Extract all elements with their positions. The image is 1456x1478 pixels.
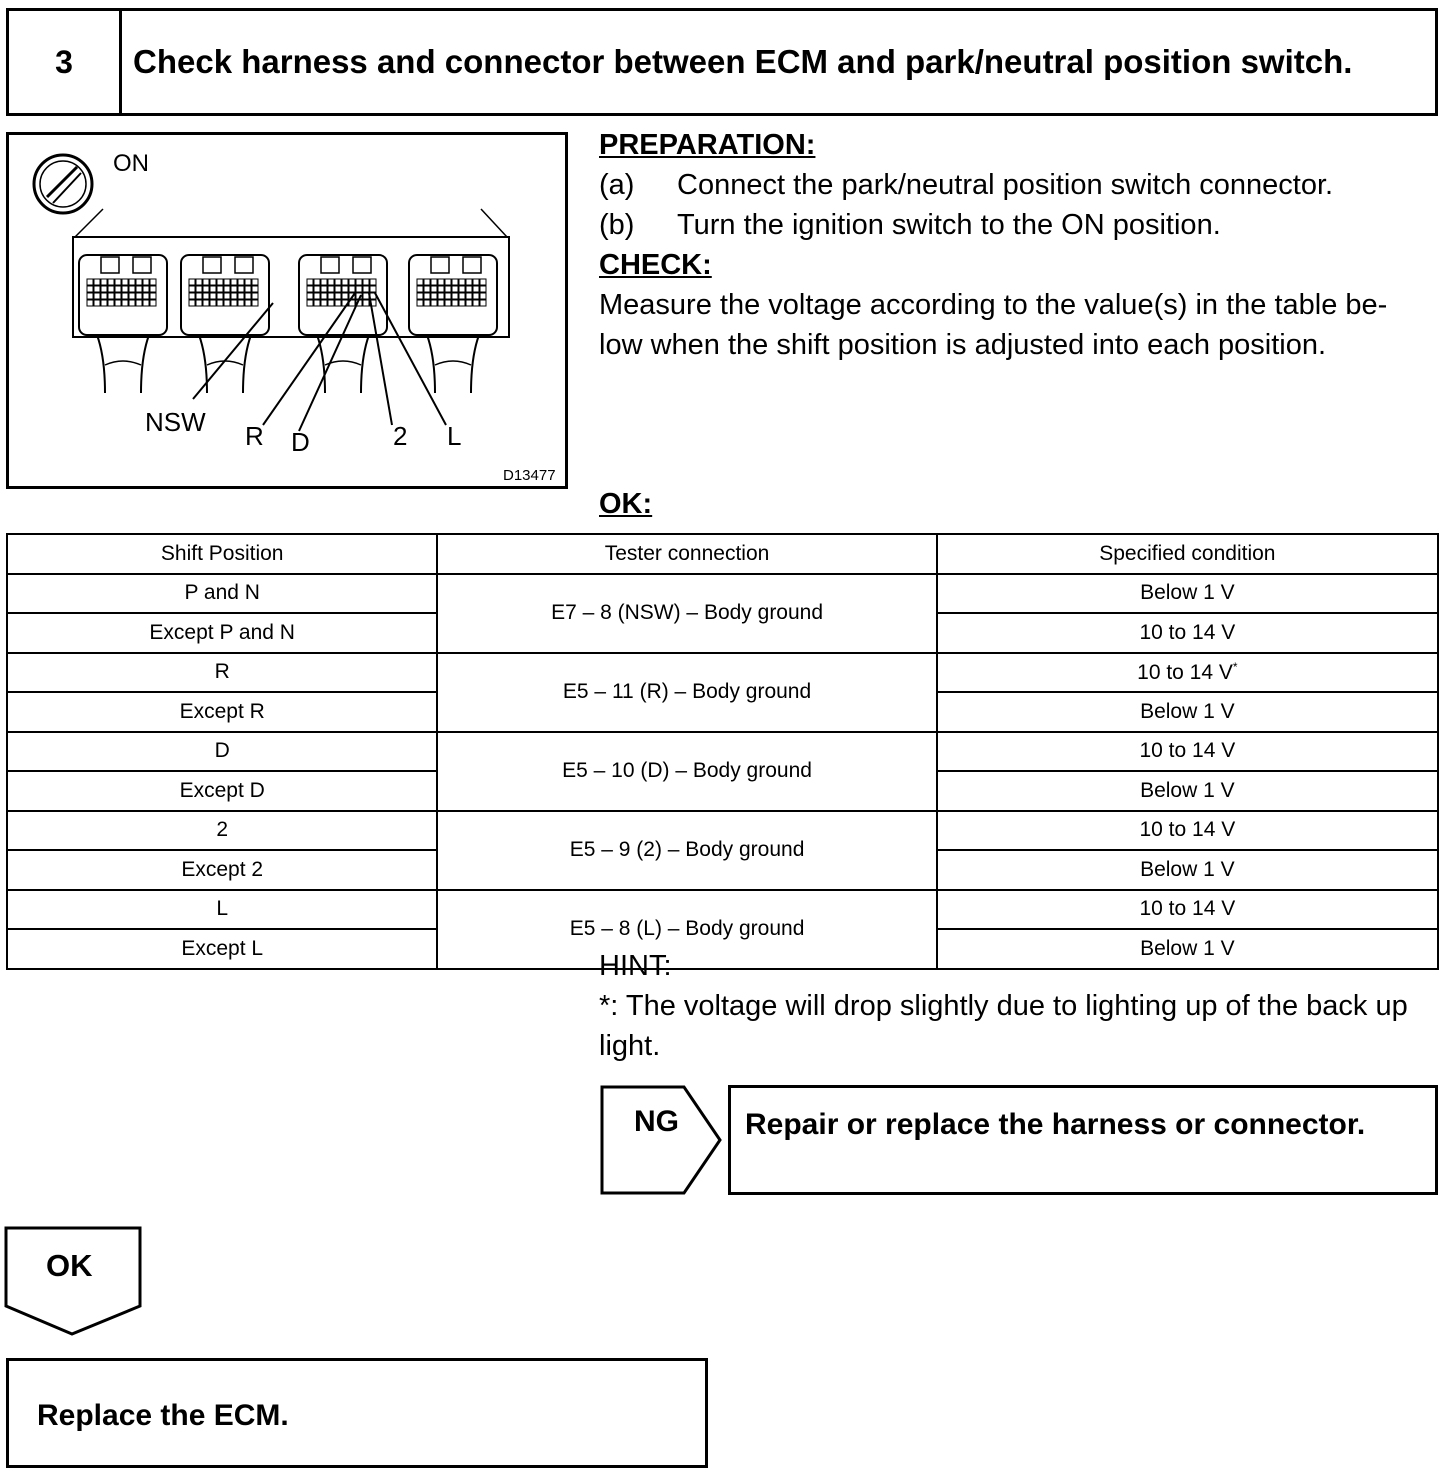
check-heading: CHECK:: [599, 249, 712, 281]
hint-heading: HINT:: [599, 950, 672, 982]
shift-position-cell: Except 2: [7, 850, 437, 890]
column-header: Specified condition: [937, 534, 1438, 574]
shift-position-cell: Except D: [7, 771, 437, 811]
table-header-row: [7, 534, 1438, 574]
table-row: [7, 653, 1438, 693]
tester-connection-cell: E5 – 10 (D) – Body ground: [437, 732, 936, 811]
ok-label: OK: [46, 1248, 93, 1283]
shift-position-cell: P and N: [7, 574, 437, 614]
specified-condition-cell: Below 1 V: [937, 574, 1438, 614]
connector-illustration: [6, 132, 568, 489]
shift-position-cell: R: [7, 653, 437, 693]
shift-position-cell: L: [7, 890, 437, 930]
ng-tag: [600, 1085, 724, 1195]
tester-connection-cell: E5 – 9 (2) – Body ground: [437, 811, 936, 890]
column-header: Shift Position: [7, 534, 437, 574]
table-row: [7, 890, 1438, 930]
tester-connection-cell: E5 – 8 (L) – Body ground: [437, 890, 936, 969]
specified-condition-cell: Below 1 V: [937, 771, 1438, 811]
hint-line-2: light.: [599, 1030, 661, 1062]
specified-condition-cell: Below 1 V: [937, 929, 1438, 969]
shift-position-cell: Except L: [7, 929, 437, 969]
ng-result-box: [728, 1085, 1438, 1195]
step-label: (b): [599, 209, 635, 241]
figure-id: D13477: [503, 467, 556, 484]
specified-condition-cell: Below 1 V: [937, 692, 1438, 732]
ecm-connector: [409, 255, 497, 393]
ok-tag: [4, 1226, 144, 1338]
pin-label-2: 2: [393, 421, 408, 451]
check-line-1: Measure the voltage according to the value(s) in the table be-: [599, 289, 1388, 321]
ok-result-text: Replace the ECM.: [37, 1399, 289, 1432]
shift-position-cell: 2: [7, 811, 437, 851]
tester-connection-cell: E5 – 11 (R) – Body ground: [437, 653, 936, 732]
tester-connection-cell: E7 – 8 (NSW) – Body ground: [437, 574, 936, 653]
shift-position-cell: Except R: [7, 692, 437, 732]
specified-condition-cell: 10 to 14 V: [937, 732, 1438, 772]
table-row: [7, 574, 1438, 614]
step-number: 3: [9, 11, 122, 113]
table-row: [7, 732, 1438, 772]
specified-condition-cell: [937, 653, 1438, 693]
pin-label-r: R: [245, 421, 264, 451]
step-text: Turn the ignition switch to the ON position.: [677, 209, 1221, 241]
shift-position-cell: Except P and N: [7, 613, 437, 653]
preparation-heading: PREPARATION:: [599, 129, 816, 161]
step-text: Connect the park/neutral position switch connector.: [677, 169, 1334, 201]
table-row: [7, 811, 1438, 851]
ignition-key-icon: [34, 155, 92, 213]
pin-label-nsw: NSW: [145, 407, 206, 437]
shift-position-cell: D: [7, 732, 437, 772]
ng-result-text: Repair or replace the harness or connector.: [745, 1108, 1366, 1141]
preparation-step-a: [599, 165, 1333, 205]
column-header: Tester connection: [437, 534, 936, 574]
ecm-connector-drawing: [9, 135, 565, 486]
check-line-2: low when the shift position is adjusted into each position.: [599, 329, 1327, 361]
specification-table: [6, 533, 1439, 970]
condition-value: 10 to 14 V: [1137, 660, 1233, 684]
footnote-mark: *: [1232, 659, 1238, 674]
specified-condition-cell: 10 to 14 V: [937, 613, 1438, 653]
specified-condition-cell: 10 to 14 V: [937, 811, 1438, 851]
ecm-connector: [79, 255, 167, 393]
pin-label-d: D: [291, 427, 310, 457]
step-title: Check harness and connector between ECM and park/neutral position switch.: [133, 43, 1353, 80]
ng-label: NG: [634, 1105, 679, 1138]
step-label: (a): [599, 169, 635, 201]
ok-heading: OK:: [599, 488, 653, 520]
ok-result-box: [6, 1358, 708, 1468]
specified-condition-cell: Below 1 V: [937, 850, 1438, 890]
pin-label-l: L: [447, 421, 462, 451]
hint-line-1: *: The voltage will drop slightly due to lighting up of the back up: [599, 990, 1408, 1022]
ignition-on-label: ON: [113, 150, 149, 177]
preparation-step-b: [599, 205, 1221, 245]
specified-condition-cell: 10 to 14 V: [937, 890, 1438, 930]
step-header: [6, 8, 1438, 116]
